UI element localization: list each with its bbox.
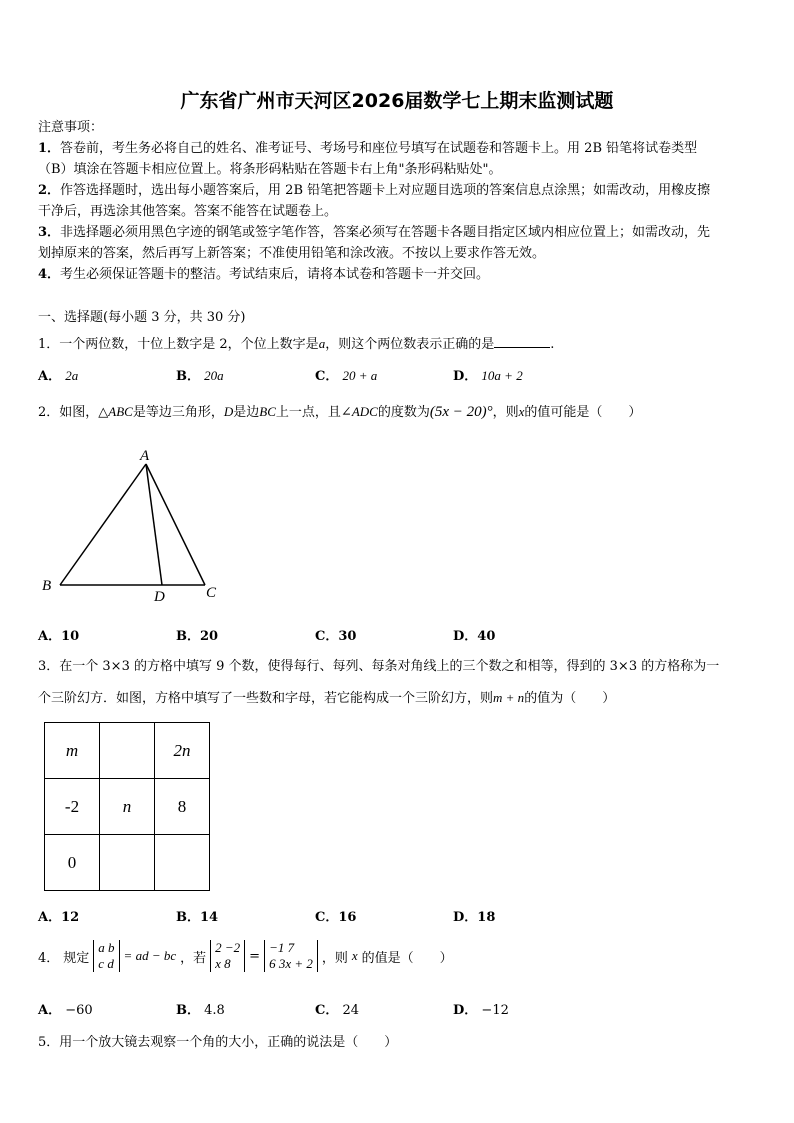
side-ac xyxy=(146,464,205,585)
notice-item-1-cont: （B）填涂在答题卡相应位置上。将条形码粘贴在答题卡右上角"条形码粘贴处"。 xyxy=(38,162,502,177)
notice-item-3-cont: 划掉原来的答案，然后再写上新答案；不准使用铅笔和涂改液。不按以上要求作答无效。 xyxy=(38,246,546,261)
question-3-line1: 3．在一个 3×3 的方格中填写 9 个数，使得每行、每列、每条对角线上的三个数之和相等，得到的 3×3 的方格称为一 xyxy=(38,659,720,674)
q1-option-d: D． 10a + 2 xyxy=(453,368,523,384)
label-c: C xyxy=(206,585,217,601)
answer-blank xyxy=(494,335,550,348)
q4-option-a: A． −60 xyxy=(38,1003,93,1018)
grid-cell xyxy=(155,835,210,891)
segment-ad xyxy=(146,464,162,585)
grid-cell: m xyxy=(45,723,100,779)
section-heading: 一、选择题(每小题 3 分，共 30 分) xyxy=(38,310,246,325)
q1-option-b: B． 20a xyxy=(176,368,224,384)
determinant-right: −1 7 6 3x + 2 xyxy=(264,940,318,972)
determinant-definition: a b c d xyxy=(93,940,119,972)
question-4: 4． 规定 a b c d = ad − bc ，若 2 −2 x 8 = −1 7 6 3x + 2 ，则 x 的值是（ ） xyxy=(38,940,453,971)
q2-option-b: B．20 xyxy=(176,629,219,644)
notice-item-2-cont: 干净后，再选涂其他答案。答案不能答在试题卷上。 xyxy=(38,204,338,219)
grid-cell: 2n xyxy=(155,723,210,779)
q3-option-a: A．12 xyxy=(38,910,80,925)
q2-option-d: D．40 xyxy=(453,629,496,644)
q1-option-a: A． 2a xyxy=(38,368,79,384)
notice-item-4: 4．考生必须保证答题卡的整洁。考试结束后，请将本试卷和答题卡一并交回。 xyxy=(38,267,490,282)
q3-option-d: D．18 xyxy=(453,910,496,925)
label-d: D xyxy=(154,589,165,605)
question-5: 5．用一个放大镜去观察一个角的大小，正确的说法是（ ） xyxy=(38,1035,398,1050)
question-3-line2: 个三阶幻方．如图，方格中填写了一些数和字母，若它能构成一个三阶幻方，则m + n的值为（ ） xyxy=(38,690,616,706)
q2-option-a: A．10 xyxy=(38,629,80,644)
determinant-left: 2 −2 x 8 xyxy=(210,940,245,972)
q4-option-d: D． −12 xyxy=(453,1003,509,1018)
magic-square-grid xyxy=(44,722,210,891)
notice-item-3: 3．非选择题必须用黑色字迹的钢笔或签字笔作答，答案必须写在答题卡各题目指定区域内相应位置上；如需改动，先 xyxy=(38,225,711,240)
q1-option-c: C． 20 + a xyxy=(315,368,378,384)
grid-cell: 0 xyxy=(45,835,100,891)
q4-option-b: B． 4.8 xyxy=(176,1003,225,1018)
q3-option-b: B．14 xyxy=(176,910,219,925)
label-a: A xyxy=(140,448,150,464)
q3-option-c: C．16 xyxy=(315,910,357,925)
question-1: 1．一个两位数，十位上数字是 2，个位上数字是a，则这个两位数表示正确的是 . xyxy=(38,336,555,352)
notice-item-1: 1．答卷前，考生务必将自己的姓名、准考证号、考场号和座位号填写在试题卷和答题卡上。用 2B 铅笔将试卷类型 xyxy=(38,141,698,156)
triangle-figure xyxy=(36,444,226,606)
grid-cell xyxy=(100,723,155,779)
grid-cell xyxy=(100,835,155,891)
notice-heading: 注意事项： xyxy=(38,120,104,135)
label-b: B xyxy=(42,578,52,594)
q4-option-c: C． 24 xyxy=(315,1003,360,1018)
grid-cell: n xyxy=(100,779,155,835)
grid-cell: 8 xyxy=(155,779,210,835)
side-ab xyxy=(60,464,146,585)
question-2: 2．如图，△ABC是等边三角形，D是边BC上一点，且∠ADC的度数为(5x − 20)°，则x的值可能是（ ） xyxy=(38,404,642,420)
notice-item-2: 2．作答选择题时，选出每小题答案后，用 2B 铅笔把答题卡上对应题目选项的答案信息点涂黑；如需改动，用橡皮擦 xyxy=(38,183,711,198)
page-title: 广东省广州市天河区2026届数学七上期末监测试题 xyxy=(180,90,614,112)
grid-cell: -2 xyxy=(45,779,100,835)
q2-option-c: C．30 xyxy=(315,629,357,644)
